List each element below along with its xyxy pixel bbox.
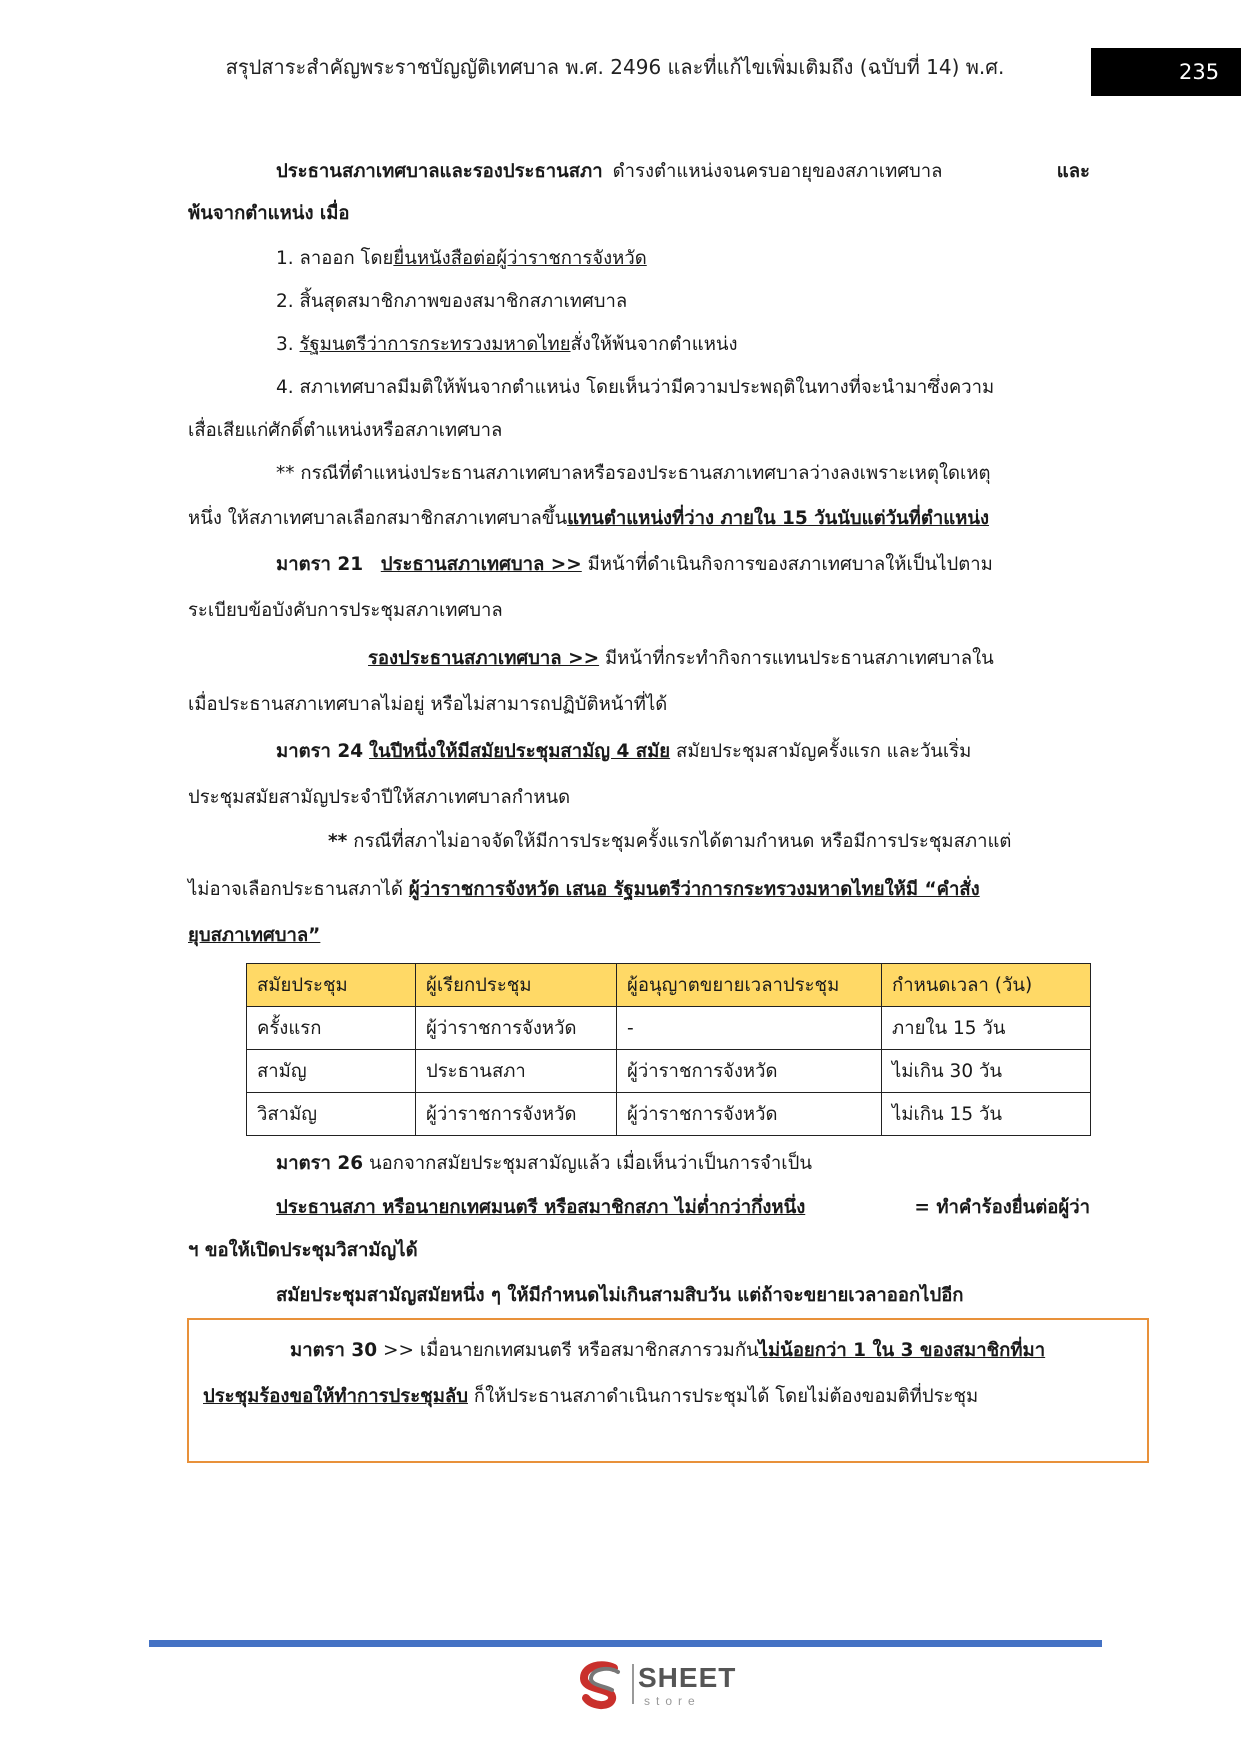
sec21-chair-link: ประธานสภาเทศบาล >> [380, 554, 582, 575]
sec30-label: มาตรา 30 [290, 1340, 378, 1361]
sec30-line2-text: ก็ให้ประธานสภาดำเนินการประชุมได้ โดยไม่ต้องขอมติที่ประชุม [473, 1386, 979, 1407]
intro-line-1 [188, 158, 1090, 186]
sec26-line-2 [276, 1194, 1090, 1222]
sheet-store-logo [574, 1658, 744, 1714]
table-header-cell: สมัยประชุม [247, 964, 416, 1007]
sheet-store-logo-icon [574, 1658, 630, 1714]
page-number-badge: 235 [1091, 48, 1241, 96]
sec24-note-text: กรณีที่สภาไม่อาจจัดให้มีการประชุมครั้งแรกได้ตามกำหนด หรือมีการประชุมสภาแต่ [353, 831, 1012, 852]
table-cell: - [617, 1007, 882, 1050]
sec24-link: ในปีหนึ่งให้มีสมัยประชุมสามัญ 4 สมัย [369, 741, 671, 762]
table-header-cell: กำหนดเวลา (วัน) [882, 964, 1091, 1007]
sec26-line-4: สมัยประชุมสามัญสมัยหนึ่ง ๆ ให้มีกำหนดไม่เกินสามสิบวัน แต่ถ้าจะขยายเวลาออกไปอีก [276, 1285, 964, 1306]
sec26-bold: = ทำคำร้องยื่นต่อผู้ว่า [914, 1197, 1090, 1218]
item-3 [276, 331, 738, 359]
table-header-cell: ผู้อนุญาตขยายเวลาประชุม [617, 964, 882, 1007]
table-cell: วิสามัญ [247, 1093, 416, 1136]
sec24-line-2: ประชุมสมัยสามัญประจำปีให้สภาเทศบาลกำหนด [188, 787, 571, 808]
intro-bold-tail: และ [1056, 161, 1090, 182]
table-row [247, 1007, 1091, 1050]
logo-subword: store [644, 1694, 701, 1708]
footer-rule [149, 1640, 1102, 1647]
table-header-cell: ผู้เรียกประชุม [416, 964, 617, 1007]
sec24-note-line-2 [188, 876, 980, 904]
table-cell: ประธานสภา [416, 1050, 617, 1093]
item-1 [276, 245, 647, 273]
sec26-link: ประธานสภา หรือนายกเทศมนตรี หรือสมาชิกสภา ไม่ต่ำกว่ากึ่งหนึ่ง [276, 1197, 806, 1218]
item-3-prefix: 3. [276, 334, 294, 355]
note-1-prefix: หนึ่ง ให้สภาเทศบาลเลือกสมาชิกสภาเทศบาลขึ้น [188, 508, 568, 529]
item-1-prefix: 1. ลาออก โดย [276, 248, 394, 269]
sec30-line2-link: ประชุมร้องขอให้ทำการประชุมลับ [203, 1386, 468, 1407]
sec30-bold-link: ไม่น้อยกว่า 1 ใน 3 ของสมาชิกที่มา [758, 1340, 1046, 1361]
item-2: 2. สิ้นสุดสมาชิกภาพของสมาชิกสภาเทศบาล [276, 291, 628, 312]
item-3-suffix: สั่งให้พ้นจากตำแหน่ง [570, 334, 738, 355]
item-1-underlined: ยื่นหนังสือต่อผู้ว่าราชการจังหวัด [393, 248, 647, 269]
item-4-line-1: 4. สภาเทศบาลมีมติให้พ้นจากตำแหน่ง โดยเห็นว่ามีความประพฤติในทางที่จะนำมาซึ่งความ [276, 377, 995, 398]
sec21-chair-text: มีหน้าที่ดำเนินกิจการของสภาเทศบาลให้เป็นไปตาม [587, 554, 993, 575]
item-4-line-2: เสื่อเสียแก่ศักดิ์ตำแหน่งหรือสภาเทศบาล [188, 420, 503, 441]
table-cell: ไม่เกิน 15 วัน [882, 1093, 1091, 1136]
running-header-title: สรุปสาระสำคัญพระราชบัญญัติเทศบาล พ.ศ. 2496 และที่แก้ไขเพิ่มเติมถึง (ฉบับที่ 14) พ.ศ. [225, 55, 1005, 79]
sec24-note-line-1 [328, 828, 1011, 856]
meeting-session-table [246, 963, 1091, 1136]
table-cell: ภายใน 15 วัน [882, 1007, 1091, 1050]
table-cell: ผู้ว่าราชการจังหวัด [617, 1093, 882, 1136]
sec24-note-bold: ผู้ว่าราชการจังหวัด เสนอ รัฐมนตรีว่าการกระทรวงมหาดไทยให้มี “คำสั่ง [408, 879, 980, 900]
table-cell: ผู้ว่าราชการจังหวัด [617, 1050, 882, 1093]
note-1-bold: แทนตำแหน่งที่ว่าง ภายใน 15 วันนับแต่วันที่ตำแหน่ง [567, 508, 990, 529]
logo-divider [632, 1664, 634, 1704]
sec21-vice-text: มีหน้าที่กระทำกิจการแทนประธานสภาเทศบาลใน [604, 648, 994, 669]
table-cell: สามัญ [247, 1050, 416, 1093]
intro-line-2: พ้นจากตำแหน่ง เมื่อ [188, 203, 350, 224]
sec21-line-2: ระเบียบข้อบังคับการประชุมสภาเทศบาล [188, 600, 503, 621]
sec24-text: สมัยประชุมสามัญครั้งแรก และวันเริ่ม [676, 741, 972, 762]
sec30-line-1 [290, 1337, 1045, 1365]
table-row [247, 1093, 1091, 1136]
sec21-vice-link: รองประธานสภาเทศบาล >> [368, 648, 600, 669]
table-row [247, 1050, 1091, 1093]
sec26-line-3: ฯ ขอให้เปิดประชุมวิสามัญได้ [188, 1240, 418, 1261]
sec26-label: มาตรา 26 [276, 1153, 364, 1174]
sec24-note-line-3: ยุบสภาเทศบาล” [188, 925, 321, 946]
sec26-text: นอกจากสมัยประชุมสามัญแล้ว เมื่อเห็นว่าเป็นการจำเป็น [369, 1153, 812, 1174]
intro-text: ดำรงตำแหน่งจนครบอายุของสภาเทศบาล [612, 161, 943, 182]
sec30-text: เมื่อนายกเทศมนตรี หรือสมาชิกสภารวมกัน [419, 1340, 759, 1361]
sec24-label: มาตรา 24 [276, 741, 364, 762]
table-cell: ผู้ว่าราชการจังหวัด [416, 1093, 617, 1136]
item-3-underlined: รัฐมนตรีว่าการกระทรวงมหาดไทย [299, 334, 571, 355]
sec21-line-4: เมื่อประธานสภาเทศบาลไม่อยู่ หรือไม่สามารถปฏิบัติหน้าที่ได้ [188, 694, 668, 715]
intro-bold-lead: ประธานสภาเทศบาลและรองประธานสภา [276, 161, 603, 182]
sec21-line-3 [368, 645, 994, 673]
note-1-line-2 [188, 505, 989, 533]
sec24-note-star: ** [328, 831, 348, 852]
sec30-line-2 [203, 1383, 978, 1411]
logo-word: SHEET [638, 1662, 737, 1693]
note-1-line-1: ** กรณีที่ตำแหน่งประธานสภาเทศบาลหรือรองประธานสภาเทศบาลว่างลงเพราะเหตุใดเหตุ [276, 463, 991, 484]
sec21-label: มาตรา 21 [276, 554, 364, 575]
sec24-note-prefix: ไม่อาจเลือกประธานสภาได้ [188, 879, 403, 900]
table-cell: ไม่เกิน 30 วัน [882, 1050, 1091, 1093]
table-cell: ครั้งแรก [247, 1007, 416, 1050]
sec21-line-1 [276, 551, 993, 579]
sec26-line-1 [276, 1150, 812, 1178]
sec24-line-1 [276, 738, 971, 766]
table-header-row [247, 964, 1091, 1007]
table-cell: ผู้ว่าราชการจังหวัด [416, 1007, 617, 1050]
sec30-arrow: >> [383, 1340, 415, 1361]
